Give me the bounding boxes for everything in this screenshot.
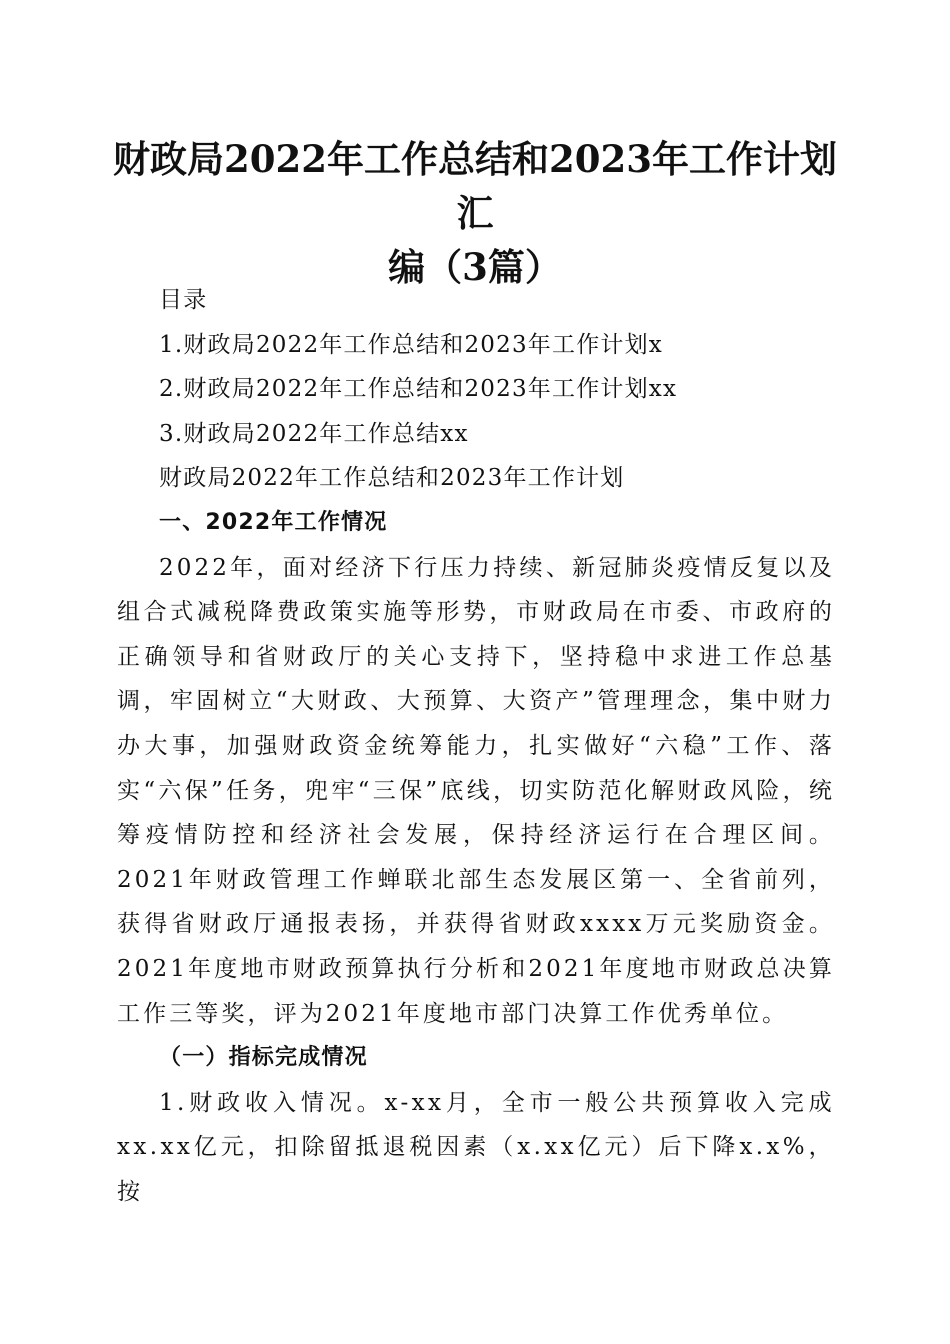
body-paragraph: 1.财政收入情况。x-xx月，全市一般公共预算收入完成xx.xx亿元，扣除留抵退税因素（x.xx亿元）后下降x.x%，按	[117, 1089, 835, 1205]
document-body	[117, 278, 835, 1214]
section-heading: 一、2022年工作情况	[159, 509, 388, 535]
subsection-heading: （一）指标完成情况	[159, 1045, 368, 1071]
document-title-line-2: 编（3篇）	[388, 245, 562, 289]
article-title: 财政局2022年工作总结和2023年工作计划	[159, 465, 625, 492]
document-title-line-1: 财政局2022年工作总结和2023年工作计划汇	[113, 137, 837, 235]
document-title	[110, 132, 840, 294]
toc-item: 3.财政局2022年工作总结xx	[159, 420, 469, 447]
body-paragraph: 2022年，面对经济下行压力持续、新冠肺炎疫情反复以及组合式减税降费政策实施等形势，市财政局在市委、市政府的正确领导和省财政厅的关心支持下，坚持稳中求进工作总基调，牢固树立“大财政、大预算、大资产”管理理念，集中财力办大事，加强财政资金统筹能力，扎实做好“六稳”工作、落实“六保”任务，兜牢“三保”底线，切实防范化解财政风险，统筹疫情防控和经济社会发展，保持经济运行在合理区间。2021年财政管理工作蝉联北部生态发展区第一、全省前列，获得省财政厅通报表扬，并获得省财政xxxx万元奖励资金。2021年度地市财政预算执行分析和2021年度地市财政总决算工作三等奖，评为2021年度地市部门决算工作优秀单位。	[117, 554, 835, 1027]
toc-item: 1.财政局2022年工作总结和2023年工作计划x	[159, 331, 663, 358]
toc-item: 2.财政局2022年工作总结和2023年工作计划xx	[159, 376, 678, 403]
toc-heading: 目录	[159, 287, 208, 313]
